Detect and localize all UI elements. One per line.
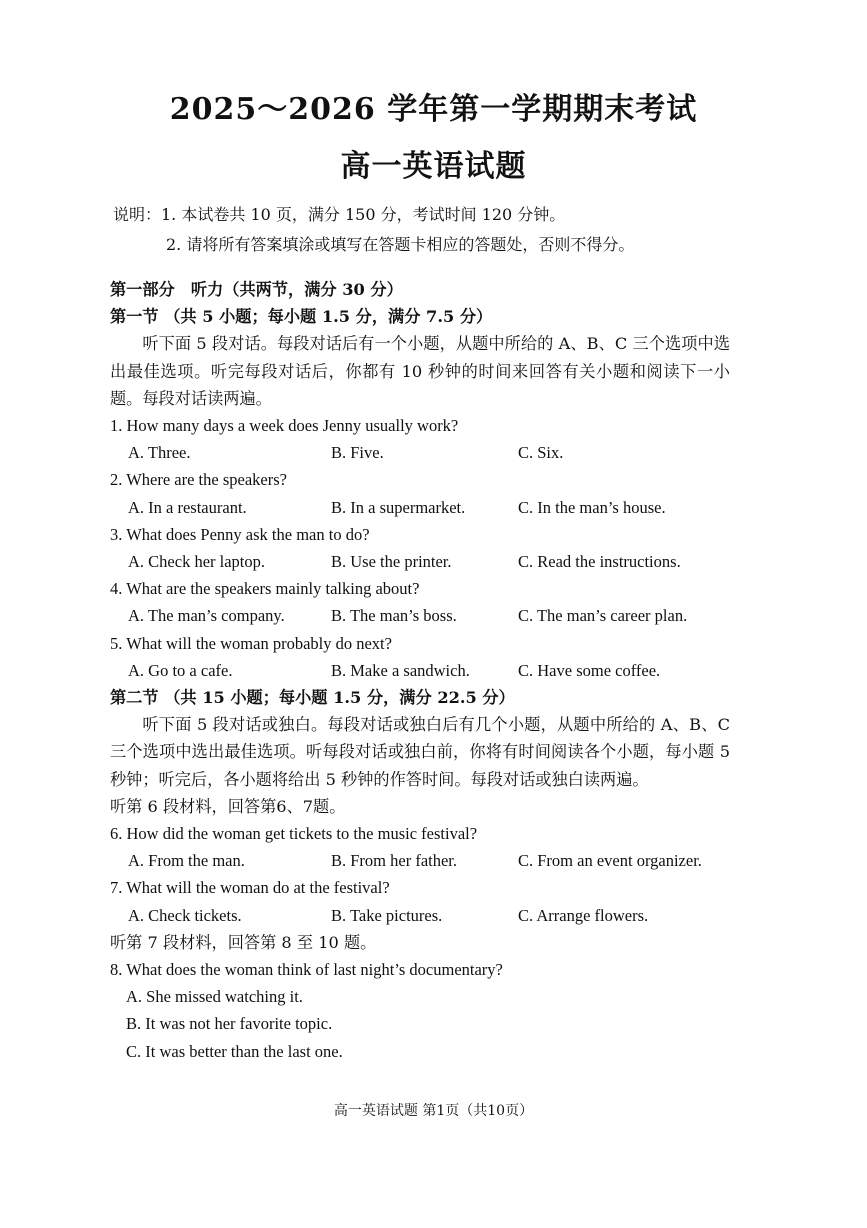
option-b: B. The man’s boss.	[331, 606, 457, 626]
question-stem: 4. What are the speakers mainly talking about?	[110, 579, 420, 599]
material-7-note: 听第 7 段材料，回答第 8 至 10 题。	[110, 932, 377, 952]
question-7	[110, 874, 730, 928]
option-b: B. From her father.	[331, 851, 458, 871]
material-6-note: 听第 6 段材料，回答第6、7题。	[110, 796, 346, 816]
question-stem: 2. Where are the speakers?	[110, 470, 287, 490]
option-a: A. Go to a cafe.	[128, 660, 233, 680]
option-row	[110, 439, 730, 466]
section-2-heading: 第二节 （共 15 小题；每小题 1.5 分，满分 22.5 分）	[110, 688, 515, 708]
option-row	[110, 494, 730, 521]
option-b: B. Use the printer.	[331, 552, 452, 572]
option-a: A. She missed watching it.	[126, 987, 303, 1007]
question-6	[110, 820, 730, 874]
option-a: A. In a restaurant.	[128, 497, 247, 517]
option-a: A. Check her laptop.	[128, 552, 266, 572]
option-b: B. Make a sandwich.	[331, 660, 470, 680]
question-stem: 5. What will the woman probably do next?	[110, 633, 392, 653]
option-row	[110, 902, 730, 929]
option-b: B. Take pictures.	[331, 905, 443, 925]
question-stem: 8. What does the woman think of last night’s documentary?	[110, 960, 503, 980]
question-stem: 3. What does Penny ask the man to do?	[110, 524, 370, 544]
option-c: C. Six.	[518, 443, 564, 463]
section-1-instructions: 听下面 5 段对话。每段对话后有一个小题，从题中所给的 A、B、C 三个选项中选出最佳选项。听完每段对话后，你都有 10 秒钟的时间来回答有关小题和阅读下一小题。每段对话读两遍。	[110, 334, 730, 408]
note-line-1: 说明：1. 本试卷共 10 页，满分 150 分，考试时间 120 分钟。	[113, 205, 566, 224]
option-row	[110, 657, 730, 684]
page-footer: 高一英语试题 第1页（共10页）	[333, 1103, 534, 1119]
option-row	[110, 548, 730, 575]
option-c: C. From an event organizer.	[518, 851, 702, 871]
section-2-instructions: 听下面 5 段对话或独白。每段对话或独白后有几个小题，从题中所给的 A、B、C 三个选项中选出最佳选项。听每段对话或独白前，你将有时间阅读各个小题，每小题 5 秒钟；听完后，各小题将给出 5 秒钟的作答时间。每段对话或独白读两遍。	[110, 715, 730, 789]
exam-subtitle: 高一英语试题	[340, 149, 527, 184]
note-line-2: 2. 请将所有答案填涂或填写在答题卡相应的答题处，否则不得分。	[166, 235, 635, 254]
option-row	[110, 602, 730, 629]
question-4	[110, 575, 730, 629]
option-a: A. The man’s company.	[128, 606, 285, 626]
question-5	[110, 630, 730, 684]
instructions-notes	[113, 200, 634, 260]
option-c: C. In the man’s house.	[518, 497, 666, 517]
exam-title: 2025～2026 学年第一学期期末考试	[169, 92, 698, 127]
question-stem: 6. How did the woman get tickets to the music festival?	[110, 824, 478, 844]
part-heading: 第一部分 听力（共两节，满分 30 分）	[110, 280, 403, 299]
option-c: C. Read the instructions.	[518, 552, 681, 572]
option-a: A. Check tickets.	[128, 905, 242, 925]
exam-content	[110, 276, 730, 1065]
question-1	[110, 412, 730, 466]
question-3	[110, 521, 730, 575]
option-a: A. Three.	[128, 443, 191, 463]
option-c: C. Have some coffee.	[518, 660, 661, 680]
option-b: B. In a supermarket.	[331, 497, 466, 517]
option-b: B. It was not her favorite topic.	[126, 1014, 333, 1034]
option-a: A. From the man.	[128, 851, 245, 871]
question-8	[110, 956, 730, 1065]
question-2	[110, 466, 730, 520]
section-1-heading: 第一节 （共 5 小题；每小题 1.5 分，满分 7.5 分）	[110, 307, 493, 327]
option-c: C. The man’s career plan.	[518, 606, 688, 626]
option-b: B. Five.	[331, 443, 384, 463]
option-c: C. Arrange flowers.	[518, 905, 649, 925]
option-row	[110, 847, 730, 874]
option-c: C. It was better than the last one.	[126, 1041, 343, 1061]
question-stem: 1. How many days a week does Jenny usually work?	[110, 416, 459, 436]
question-stem: 7. What will the woman do at the festival?	[110, 878, 390, 898]
